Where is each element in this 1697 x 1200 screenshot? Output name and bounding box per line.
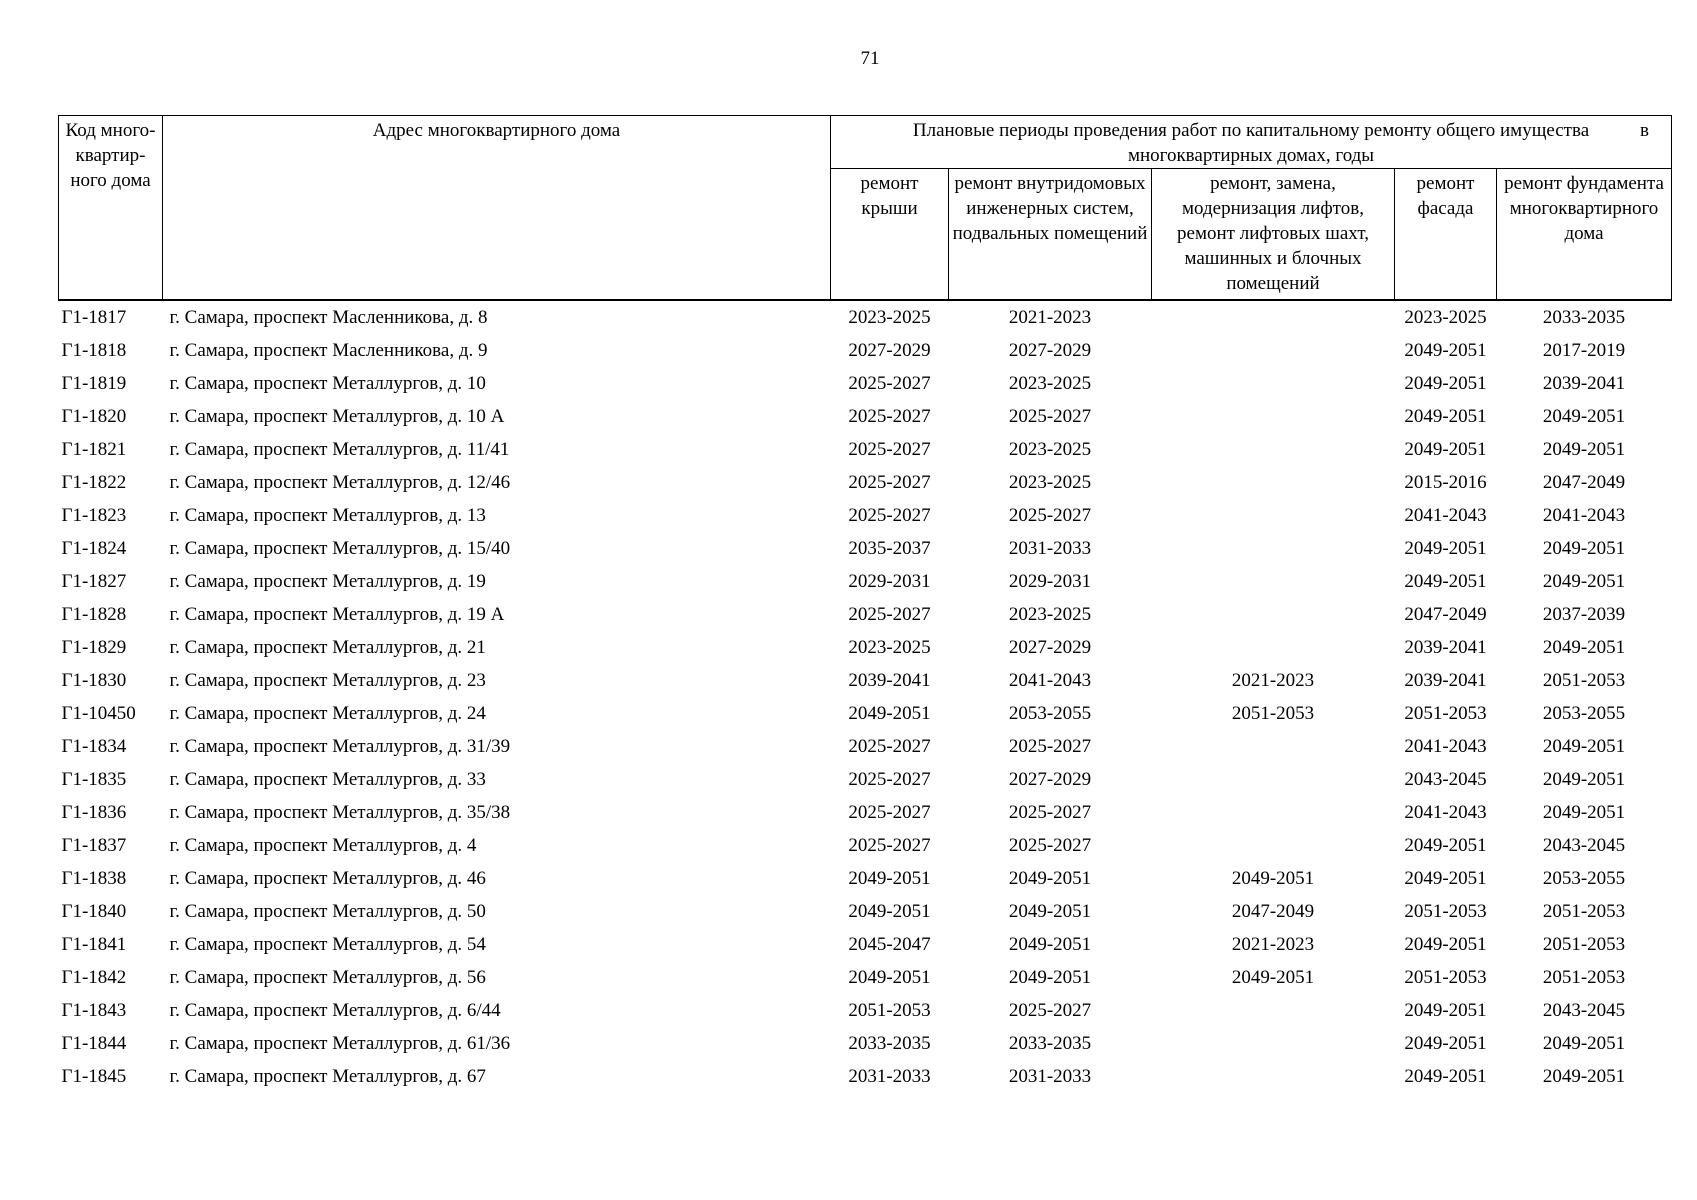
row-foundation-period: 2053-2055 [1542,868,1626,889]
row-address: г. Самара, проспект Масленникова, д. 9 [169,340,488,361]
table-row [59,961,1672,994]
header-facade: ремонт фасада [1395,169,1497,301]
table-row [59,895,1672,928]
row-facade-period: 2049-2051 [1404,439,1487,460]
repair-schedule-table [58,115,1672,1093]
row-code: Г1-1834 [61,736,127,757]
row-facade-period: 2049-2051 [1404,406,1487,427]
row-foundation-period: 2053-2055 [1542,703,1626,724]
row-foundation-period: 2039-2041 [1542,373,1626,394]
row-address: г. Самара, проспект Металлургов, д. 46 [169,868,486,889]
row-lifts-period [1152,598,1395,631]
row-address: г. Самара, проспект Металлургов, д. 50 [169,901,486,922]
row-lifts-period [1152,1027,1395,1060]
row-lifts-period: 2051-2053 [1231,703,1315,724]
row-foundation-period: 2049-2051 [1542,736,1626,757]
row-roof-period: 2033-2035 [848,1033,931,1054]
row-code: Г1-1830 [61,670,127,691]
row-address: г. Самара, проспект Металлургов, д. 67 [169,1066,486,1087]
row-code: Г1-1837 [61,835,127,856]
row-code: Г1-1829 [61,637,127,658]
row-address: г. Самара, проспект Металлургов, д. 12/46 [169,472,511,493]
row-foundation-period: 2049-2051 [1542,769,1626,790]
row-facade-period: 2049-2051 [1404,1066,1487,1087]
row-address: г. Самара, проспект Металлургов, д. 35/38 [169,802,511,823]
row-engineering-period: 2031-2033 [1008,1066,1092,1087]
row-address: г. Самара, проспект Металлургов, д. 6/44 [169,1000,501,1021]
row-roof-period: 2025-2027 [848,736,931,757]
header-code: Код много-квартир-ного дома [59,116,163,301]
header-roof: ремонт крыши [831,169,949,301]
row-facade-period: 2041-2043 [1404,802,1487,823]
row-foundation-period: 2047-2049 [1542,472,1626,493]
row-address: г. Самара, проспект Металлургов, д. 54 [169,934,486,955]
row-foundation-period: 2049-2051 [1542,802,1626,823]
row-roof-period: 2023-2025 [848,637,931,658]
table-row [59,400,1672,433]
row-code: Г1-1828 [61,604,127,625]
row-code: Г1-1842 [61,967,127,988]
row-lifts-period [1152,433,1395,466]
row-code: Г1-1822 [61,472,127,493]
header-periods-title-v: в [1640,120,1650,141]
row-foundation-period: 2037-2039 [1542,604,1626,625]
row-code: Г1-1835 [61,769,127,790]
row-foundation-period: 2049-2051 [1542,1066,1626,1087]
row-roof-period: 2027-2029 [848,340,931,361]
row-engineering-period: 2025-2027 [1008,505,1092,526]
row-address: г. Самара, проспект Масленникова, д. 8 [169,307,488,328]
row-lifts-period [1152,565,1395,598]
row-engineering-period: 2029-2031 [1008,571,1092,592]
row-lifts-period: 2047-2049 [1231,901,1315,922]
page-number: 71 [860,48,880,69]
row-engineering-period: 2025-2027 [1008,835,1092,856]
row-facade-period: 2049-2051 [1404,934,1487,955]
row-lifts-period: 2021-2023 [1231,934,1315,955]
row-roof-period: 2025-2027 [848,769,931,790]
row-lifts-period [1152,994,1395,1027]
row-engineering-period: 2023-2025 [1008,373,1092,394]
row-engineering-period: 2033-2035 [1008,1033,1092,1054]
row-engineering-period: 2027-2029 [1008,769,1092,790]
row-facade-period: 2051-2053 [1404,901,1487,922]
table-row [59,763,1672,796]
row-code: Г1-1843 [61,1000,127,1021]
row-address: г. Самара, проспект Металлургов, д. 33 [169,769,486,790]
row-engineering-period: 2049-2051 [1008,868,1092,889]
row-roof-period: 2031-2033 [848,1066,931,1087]
row-facade-period: 2049-2051 [1404,1033,1487,1054]
row-roof-period: 2051-2053 [848,1000,931,1021]
row-facade-period: 2049-2051 [1404,571,1487,592]
row-roof-period: 2049-2051 [848,703,931,724]
row-address: г. Самара, проспект Металлургов, д. 31/39 [169,736,511,757]
row-code: Г1-1844 [61,1033,127,1054]
row-facade-period: 2023-2025 [1404,307,1487,328]
row-lifts-period [1152,367,1395,400]
row-engineering-period: 2041-2043 [1008,670,1092,691]
table-row [59,300,1672,334]
row-foundation-period: 2049-2051 [1542,538,1626,559]
row-lifts-period: 2021-2023 [1231,670,1315,691]
row-address: г. Самара, проспект Металлургов, д. 13 [169,505,486,526]
row-lifts-period [1152,466,1395,499]
row-address: г. Самара, проспект Металлургов, д. 10 А [169,406,505,427]
row-facade-period: 2049-2051 [1404,538,1487,559]
row-code: Г1-1819 [61,373,127,394]
row-foundation-period: 2049-2051 [1542,637,1626,658]
header-foundation: ремонт фундамента многоквартирного дома [1497,169,1672,301]
row-facade-period: 2051-2053 [1404,703,1487,724]
header-periods-title-line2: многоквартирных домах, годы [1127,145,1375,166]
row-code: Г1-1836 [61,802,127,823]
table-body [59,300,1672,1093]
row-facade-period: 2051-2053 [1404,967,1487,988]
row-code: Г1-1821 [61,439,127,460]
row-foundation-period: 2051-2053 [1542,967,1626,988]
row-roof-period: 2045-2047 [848,934,931,955]
row-lifts-period [1152,334,1395,367]
row-code: Г1-1827 [61,571,127,592]
row-foundation-period: 2041-2043 [1542,505,1626,526]
row-code: Г1-1840 [61,901,127,922]
table-header [59,116,1672,301]
row-facade-period: 2041-2043 [1404,505,1487,526]
repair-schedule-table-container [58,115,1671,1093]
row-engineering-period: 2025-2027 [1008,736,1092,757]
row-roof-period: 2035-2037 [848,538,931,559]
table-row [59,631,1672,664]
row-engineering-period: 2049-2051 [1008,901,1092,922]
row-code: Г1-1824 [61,538,127,559]
row-engineering-period: 2049-2051 [1008,934,1092,955]
row-roof-period: 2025-2027 [848,472,931,493]
row-engineering-period: 2023-2025 [1008,472,1092,493]
table-row [59,1027,1672,1060]
row-code: Г1-1823 [61,505,127,526]
row-foundation-period: 2049-2051 [1542,439,1626,460]
row-address: г. Самара, проспект Металлургов, д. 23 [169,670,486,691]
row-foundation-period: 2049-2051 [1542,1033,1626,1054]
header-lifts: ремонт, замена, модернизация лифтов, ремонт лифтовых шахт, машинных и блочных помещений [1152,169,1395,301]
row-facade-period: 2039-2041 [1404,670,1487,691]
row-engineering-period: 2023-2025 [1008,439,1092,460]
row-facade-period: 2043-2045 [1404,769,1487,790]
table-row [59,433,1672,466]
row-lifts-period [1152,400,1395,433]
row-address: г. Самара, проспект Металлургов, д. 10 [169,373,486,394]
row-code: Г1-10450 [61,703,136,724]
table-row [59,1060,1672,1093]
table-row [59,499,1672,532]
table-row [59,598,1672,631]
row-lifts-period [1152,532,1395,565]
row-facade-period: 2039-2041 [1404,637,1487,658]
row-lifts-period [1152,730,1395,763]
table-row [59,829,1672,862]
row-address: г. Самара, проспект Металлургов, д. 21 [169,637,486,658]
row-engineering-period: 2053-2055 [1008,703,1092,724]
row-lifts-period: 2049-2051 [1231,967,1315,988]
row-address: г. Самара, проспект Металлургов, д. 15/40 [169,538,511,559]
row-roof-period: 2023-2025 [848,307,931,328]
row-lifts-period [1152,499,1395,532]
row-foundation-period: 2043-2045 [1542,835,1626,856]
header-periods-title [831,116,1672,169]
row-code: Г1-1845 [61,1066,127,1087]
row-code: Г1-1817 [61,307,127,328]
table-row [59,994,1672,1027]
row-roof-period: 2025-2027 [848,373,931,394]
row-roof-period: 2049-2051 [848,967,931,988]
table-row [59,466,1672,499]
row-address: г. Самара, проспект Металлургов, д. 11/41 [169,439,510,460]
row-roof-period: 2025-2027 [848,802,931,823]
row-facade-period: 2049-2051 [1404,340,1487,361]
row-engineering-period: 2025-2027 [1008,802,1092,823]
row-engineering-period: 2025-2027 [1008,1000,1092,1021]
table-row [59,928,1672,961]
table-row [59,862,1672,895]
row-facade-period: 2015-2016 [1404,472,1487,493]
row-address: г. Самара, проспект Металлургов, д. 19 [169,571,486,592]
row-engineering-period: 2023-2025 [1008,604,1092,625]
table-row [59,730,1672,763]
row-code: Г1-1841 [61,934,127,955]
row-facade-period: 2049-2051 [1404,373,1487,394]
row-engineering-period: 2049-2051 [1008,967,1092,988]
row-lifts-period [1152,1060,1395,1093]
table-row [59,664,1672,697]
row-lifts-period [1152,796,1395,829]
row-facade-period: 2049-2051 [1404,835,1487,856]
row-engineering-period: 2021-2023 [1008,307,1092,328]
row-facade-period: 2049-2051 [1404,868,1487,889]
table-row [59,697,1672,730]
row-roof-period: 2025-2027 [848,835,931,856]
row-address: г. Самара, проспект Металлургов, д. 4 [169,835,477,856]
row-foundation-period: 2051-2053 [1542,670,1626,691]
table-row [59,532,1672,565]
row-roof-period: 2049-2051 [848,868,931,889]
header-engineering: ремонт внутридомовых инженерных систем, подвальных помещений [949,169,1152,301]
row-roof-period: 2049-2051 [848,901,931,922]
row-engineering-period: 2025-2027 [1008,406,1092,427]
row-roof-period: 2025-2027 [848,604,931,625]
row-roof-period: 2025-2027 [848,505,931,526]
row-address: г. Самара, проспект Металлургов, д. 61/36 [169,1033,511,1054]
row-foundation-period: 2049-2051 [1542,571,1626,592]
row-foundation-period: 2043-2045 [1542,1000,1626,1021]
row-roof-period: 2025-2027 [848,439,931,460]
row-address: г. Самара, проспект Металлургов, д. 24 [169,703,486,724]
table-row [59,367,1672,400]
row-roof-period: 2029-2031 [848,571,931,592]
row-engineering-period: 2031-2033 [1008,538,1092,559]
row-lifts-period [1152,300,1395,334]
row-lifts-period [1152,829,1395,862]
row-code: Г1-1820 [61,406,127,427]
row-code: Г1-1838 [61,868,127,889]
row-address: г. Самара, проспект Металлургов, д. 19 А [169,604,505,625]
row-address: г. Самара, проспект Металлургов, д. 56 [169,967,486,988]
row-engineering-period: 2027-2029 [1008,340,1092,361]
row-facade-period: 2049-2051 [1404,1000,1487,1021]
row-engineering-period: 2027-2029 [1008,637,1092,658]
row-lifts-period: 2049-2051 [1231,868,1315,889]
row-facade-period: 2047-2049 [1404,604,1487,625]
row-roof-period: 2039-2041 [848,670,931,691]
table-row [59,796,1672,829]
row-foundation-period: 2017-2019 [1542,340,1626,361]
row-roof-period: 2025-2027 [848,406,931,427]
table-row [59,334,1672,367]
row-foundation-period: 2049-2051 [1542,406,1626,427]
row-foundation-period: 2051-2053 [1542,934,1626,955]
row-code: Г1-1818 [61,340,127,361]
header-address: Адрес многоквартирного дома [163,116,831,301]
row-lifts-period [1152,763,1395,796]
row-foundation-period: 2051-2053 [1542,901,1626,922]
row-lifts-period [1152,631,1395,664]
table-row [59,565,1672,598]
row-facade-period: 2041-2043 [1404,736,1487,757]
header-periods-title-line1: Плановые периоды проведения работ по капитальному ремонту общего имущества [912,120,1590,141]
row-foundation-period: 2033-2035 [1542,307,1626,328]
